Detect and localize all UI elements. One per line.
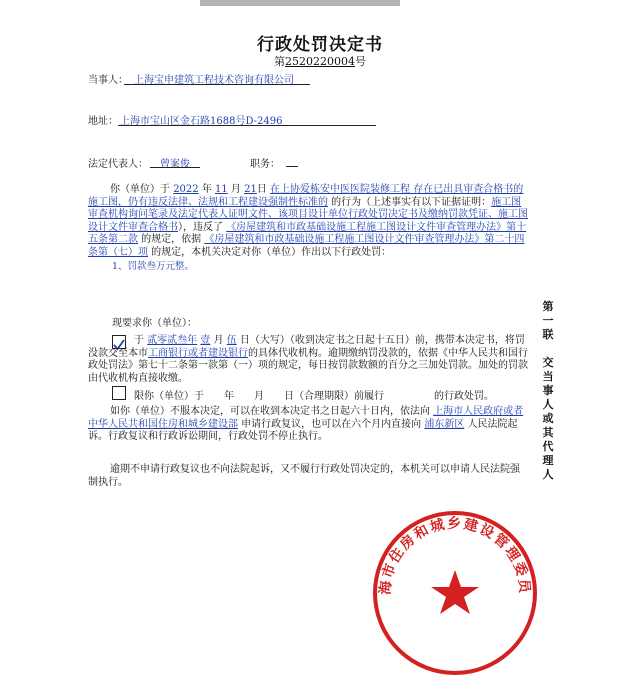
- p1-run-6: 日: [256, 184, 271, 195]
- p1-run-11: ），违反了: [178, 221, 227, 233]
- copy-note-char: 第: [542, 300, 554, 313]
- legal-rep-underline: [150, 167, 200, 168]
- seal-graphic: [370, 508, 540, 678]
- copy-note-char: 一: [542, 314, 554, 327]
- p2-run-4: 月: [210, 335, 227, 346]
- p4-run-4: 人民法院起诉。行政复议和行政诉讼期间，行政处罚不停止执行。: [88, 418, 518, 442]
- copy-note-char: 或: [542, 412, 554, 425]
- party-value: 上海宝申建筑工程技术咨询有限公司: [134, 75, 294, 86]
- p1-run-7: 在上协爱栋安中医医院装修工程: [270, 184, 411, 195]
- svg-text:上海市住房和城乡建设管理委员会: 海市住房和城乡建设管理委员: [377, 516, 533, 596]
- doc-suffix: 号: [355, 55, 366, 68]
- p1-run-3: 11: [215, 184, 228, 195]
- p4-run-0: 如你（单位）不服本决定，可以在收到本决定书之日起六十日内，依法向: [110, 406, 434, 417]
- p4-run-1: 上海市人民政府或者中华人民共和国住房和城乡建设部: [88, 406, 524, 430]
- official-seal: [370, 508, 540, 678]
- p2-run-5: 伍: [226, 335, 237, 346]
- address-label: 地址：: [88, 116, 118, 127]
- p4-run-2: 申请行政复议，也可以在六个月内直接向: [238, 418, 425, 430]
- p1-run-10: 施工图审查机构询问笔录及法定代表人证明文件、该项目设计单位行政处罚决定书及缴纳罚款凭证、施工图设计文件审查合格书: [88, 196, 528, 233]
- appeal-paragraph: [88, 406, 528, 444]
- copy-note-char: 联: [542, 328, 554, 341]
- p1-run-0: 你（单位）于: [110, 184, 174, 195]
- p2-run-8: 的具体代收机构。逾期缴纳罚没款的，依据《中华人民共和国行政处罚法》第七十二条第一款第（一）项的规定，每日按罚款数额的百分之三加处罚款。加处的罚款由代收机构直接收缴。: [88, 347, 528, 384]
- p2-run-3: 壹: [200, 335, 211, 346]
- facts-paragraph: [88, 184, 528, 259]
- address-underline: [118, 125, 376, 126]
- copy-note-char: 交: [542, 356, 554, 369]
- p1-run-4: 月: [227, 184, 245, 195]
- p2-run-7: 工商银行或者建设银行: [148, 347, 248, 359]
- p4-run-3: 浦东新区: [424, 418, 465, 430]
- p1-run-2: 年: [198, 184, 215, 195]
- p2-run-1: 贰零贰叁年: [147, 335, 198, 346]
- p1-run-15: 的规定，本机关决定对你（单位）作出以下行政处罚：: [148, 246, 392, 258]
- p2-run-6: 日（大写）（收到决定书之日起十五日）前，携带本决定书，将罚没款交至本市: [88, 335, 525, 359]
- deadline-checkbox[interactable]: [112, 386, 126, 400]
- p1-run-13: 的规定，依据: [138, 234, 205, 245]
- copy-note-char: 当: [542, 370, 554, 383]
- p1-run-14: 《房屋建筑和市政基础设施工程施工图设计文件审查管理办法》第二十四条第（七）项: [88, 234, 525, 258]
- p1-run-8: 存在已出具审查合格书的施工图，仍有违反法律、法规和工程建设强制性标准的: [88, 184, 524, 208]
- party-underline: [124, 84, 310, 85]
- position-underline: [286, 166, 298, 167]
- p1-run-1: 2022: [173, 184, 199, 195]
- position-label: 职务：: [250, 159, 280, 170]
- copy-note-char: [538, 342, 558, 356]
- document-number: [0, 53, 640, 69]
- address-value: 上海市宝山区金石路1688号D-2496: [120, 116, 283, 127]
- copy-note-char: 人: [542, 468, 554, 481]
- requirement-heading: 现要求你（单位）：: [112, 318, 197, 329]
- copy-note-char: 代: [542, 440, 554, 453]
- copy-note-char: 事: [542, 384, 554, 397]
- copy-note-char: 人: [542, 398, 554, 411]
- deadline-paragraph: 限你（单位）于 年 月 日（合理期限）前履行 的行政处罚。: [134, 391, 494, 402]
- penalty-item: 1、罚款叁万元整。: [112, 261, 195, 272]
- doc-number-value: 2520220004: [285, 55, 355, 68]
- copy-note-char: 其: [542, 426, 554, 439]
- party-label: 当事人：: [88, 75, 128, 86]
- legal-rep-value: 曾案俊: [160, 159, 190, 170]
- doc-prefix: 第: [274, 55, 285, 68]
- document-title: 行政处罚决定书: [257, 35, 383, 55]
- p2-run-0: 于: [134, 335, 148, 346]
- copy-note-char: 理: [542, 454, 554, 467]
- p1-run-9: 的行为（上述事实有以下证据证明：: [328, 196, 492, 208]
- p1-run-5: 21: [244, 184, 257, 195]
- payment-paragraph: [88, 335, 528, 385]
- enforcement-paragraph: 逾期不申请行政复议也不向法院起诉，又不履行行政处罚决定的，本机关可以申请人民法院强制执行。: [88, 464, 520, 488]
- star-icon: [431, 570, 479, 614]
- copy-note: [538, 300, 558, 482]
- scan-top-artifact: [200, 0, 400, 6]
- p1-run-12: 《房屋建筑和市政基础设施工程施工图设计文件审查管理办法》第十五条第二款: [88, 221, 527, 245]
- legal-rep-label: 法定代表人：: [88, 159, 148, 170]
